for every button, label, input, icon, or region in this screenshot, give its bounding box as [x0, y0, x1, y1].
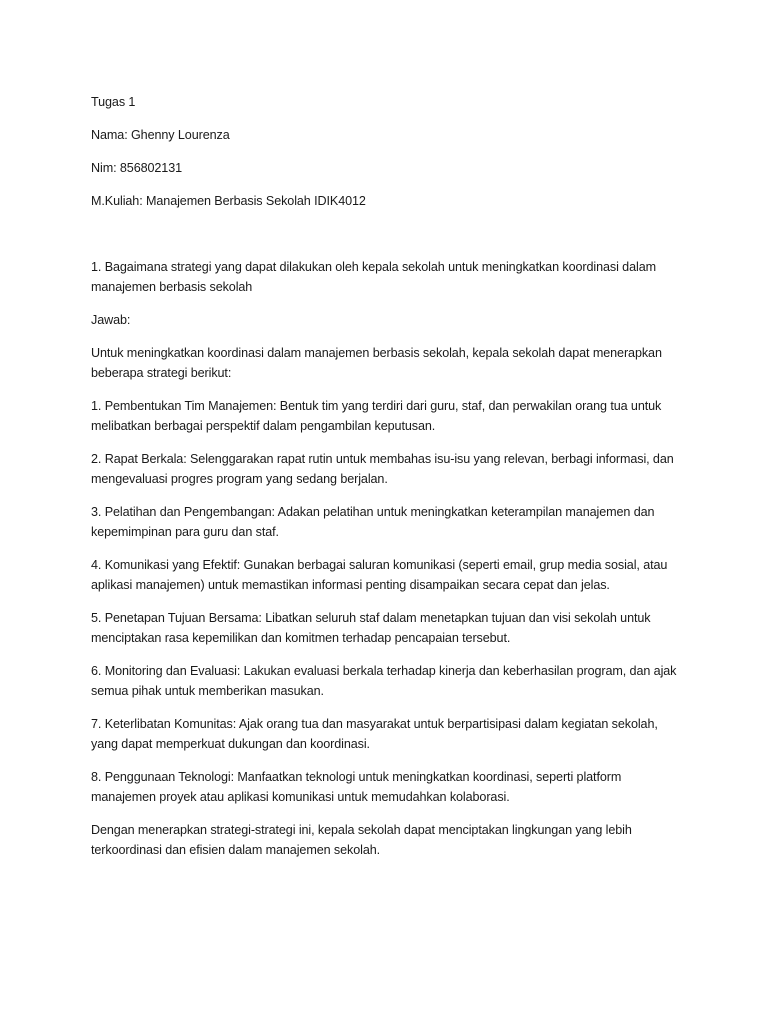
answer-intro: Untuk meningkatkan koordinasi dalam manajemen berbasis sekolah, kepala sekolah dapat menerapkan beberapa strategi berikut:: [91, 346, 662, 380]
blank-line: [91, 224, 681, 257]
strategy-item: 3. Pelatihan dan Pengembangan: Adakan pelatihan untuk meningkatkan keterampilan manajemen dan kepemimpinan para guru dan staf.: [91, 505, 655, 539]
strategy-item: 2. Rapat Berkala: Selenggarakan rapat rutin untuk membahas isu-isu yang relevan, berbagi informasi, dan mengevaluasi progres program yang sedang berjalan.: [91, 452, 674, 486]
strategy-item: 7. Keterlibatan Komunitas: Ajak orang tua dan masyarakat untuk berpartisipasi dalam kegiatan sekolah, yang dapat memperkuat dukungan dan koordinasi.: [91, 717, 658, 751]
strategy-item: 1. Pembentukan Tim Manajemen: Bentuk tim yang terdiri dari guru, staf, dan perwakilan orang tua untuk melibatkan berbagai perspektif dalam pengambilan keputusan.: [91, 399, 662, 433]
conclusion-text: Dengan menerapkan strategi-strategi ini, kepala sekolah dapat menciptakan lingkungan yang lebih terkoordinasi dan efisien dalam manajemen sekolah.: [91, 823, 632, 857]
document-body: [91, 92, 681, 873]
strategy-item: 5. Penetapan Tujuan Bersama: Libatkan seluruh staf dalam menetapkan tujuan dan visi sekolah untuk menciptakan rasa kepemilikan dan komitmen terhadap pencapaian tersebut.: [91, 611, 651, 645]
strategy-item: 8. Penggunaan Teknologi: Manfaatkan teknologi untuk meningkatkan koordinasi, seperti platform manajemen proyek atau aplikasi komunikasi untuk memudahkan kolaborasi.: [91, 770, 622, 804]
strategy-item: 6. Monitoring dan Evaluasi: Lakukan evaluasi berkala terhadap kinerja dan keberhasilan program, dan ajak semua pihak untuk memberikan masukan.: [91, 664, 677, 698]
strategy-item: 4. Komunikasi yang Efektif: Gunakan berbagai saluran komunikasi (seperti email, grup media sosial, atau aplikasi manajemen) untuk memastikan informasi penting disampaikan secara cepat dan jelas.: [91, 558, 668, 592]
question-text: 1. Bagaimana strategi yang dapat dilakukan oleh kepala sekolah untuk meningkatkan koordinasi dalam manajemen berbasis sekolah: [91, 260, 656, 294]
answer-label: Jawab:: [91, 313, 131, 327]
student-nim: Nim: 856802131: [91, 161, 183, 175]
student-name: Nama: Ghenny Lourenza: [91, 128, 230, 142]
course-name: M.Kuliah: Manajemen Berbasis Sekolah IDIK4012: [91, 194, 366, 208]
assignment-title: Tugas 1: [91, 95, 136, 109]
